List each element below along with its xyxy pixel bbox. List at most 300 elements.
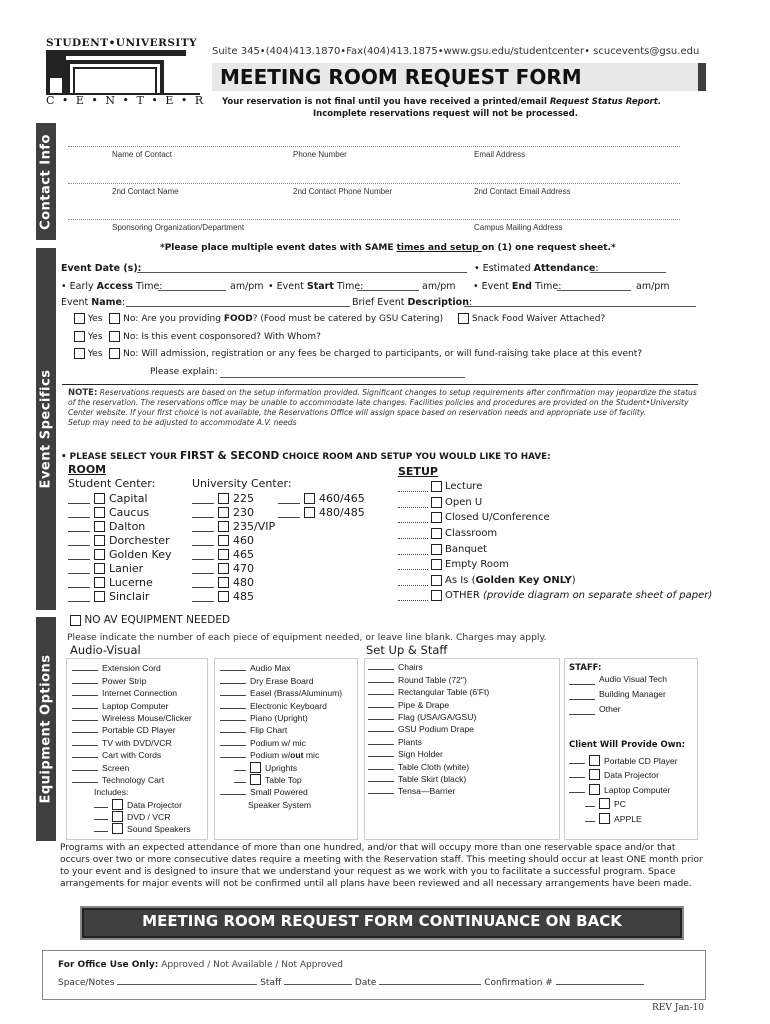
quantity-input[interactable] bbox=[220, 757, 246, 758]
setup-checkbox[interactable] bbox=[431, 544, 442, 555]
sidebar-equipment-options: Equipment Options bbox=[36, 617, 56, 841]
room-rank-input[interactable] bbox=[192, 545, 214, 546]
client-own-item bbox=[569, 780, 678, 795]
room-checkbox[interactable] bbox=[94, 535, 105, 546]
office-fields-row: Space/Notes Staff Date Confirmation # bbox=[58, 978, 644, 988]
room-rank-input[interactable] bbox=[68, 531, 90, 532]
select-room-instructions: • PLEASE SELECT YOUR FIRST & SECOND CHOICE ROOM AND SETUP YOU WOULD LIKE TO HAVE: bbox=[61, 450, 551, 462]
quantity-input[interactable] bbox=[368, 682, 394, 683]
food-yes-checkbox[interactable] bbox=[74, 313, 85, 324]
equipment-item bbox=[368, 784, 489, 796]
equipment-item bbox=[72, 797, 192, 809]
room-label: 480/485 bbox=[319, 505, 365, 519]
equipment-label-part: Audio Max bbox=[250, 663, 291, 674]
equipment-label bbox=[398, 762, 469, 772]
equipment-label bbox=[94, 787, 128, 797]
room-option-university-center bbox=[192, 561, 275, 575]
setup-checkbox[interactable] bbox=[431, 481, 442, 492]
setup-checkbox[interactable] bbox=[431, 497, 442, 508]
setup-rank-input[interactable] bbox=[398, 491, 428, 492]
room-rank-input[interactable] bbox=[68, 559, 90, 560]
equipment-label bbox=[102, 763, 129, 773]
equipment-label bbox=[265, 775, 302, 785]
equipment-checkbox[interactable] bbox=[589, 755, 600, 766]
equipment-item bbox=[72, 748, 192, 760]
equipment-label-part: Includes: bbox=[94, 787, 129, 798]
attendance-label: • Estimated Attendance: bbox=[474, 263, 599, 274]
setup-rank-input[interactable] bbox=[398, 507, 428, 508]
room-option-student-center bbox=[68, 533, 171, 547]
setup-label-part: OTHER bbox=[445, 590, 483, 602]
equipment-label bbox=[250, 701, 327, 711]
setup-label-part: (provide diagram on separate sheet of paper) bbox=[482, 590, 713, 602]
university-center-combo-list bbox=[278, 491, 365, 519]
equipment-item bbox=[72, 686, 192, 698]
room-heading: ROOM bbox=[68, 463, 107, 476]
room-rank-input[interactable] bbox=[68, 587, 90, 588]
room-checkbox[interactable] bbox=[218, 521, 229, 532]
quantity-input[interactable] bbox=[585, 821, 595, 822]
room-checkbox[interactable] bbox=[304, 493, 315, 504]
equipment-label-part: Easel (Brass/Aluminum) bbox=[250, 688, 343, 699]
room-option-university-center bbox=[192, 505, 275, 519]
setup-label-part: Classroom bbox=[445, 528, 498, 540]
end-ampm: am/pm bbox=[636, 281, 670, 292]
equipment-label bbox=[102, 725, 176, 735]
setup-option bbox=[398, 541, 712, 557]
equipment-label bbox=[102, 663, 161, 673]
quantity-input[interactable] bbox=[72, 683, 98, 684]
notice-line-2: Incomplete reservations request will not be processed. bbox=[313, 109, 578, 119]
setup-list bbox=[398, 479, 712, 604]
speaker-system-label bbox=[220, 797, 342, 809]
room-label: Dorchester bbox=[109, 533, 170, 547]
equipment-label bbox=[398, 774, 466, 784]
setup-label-part: Open U bbox=[445, 496, 483, 508]
explain-input[interactable] bbox=[220, 377, 465, 378]
equipment-label-part: Uprights bbox=[265, 762, 297, 773]
equipment-label-part: APPLE bbox=[614, 813, 642, 824]
start-time-input[interactable] bbox=[357, 290, 419, 291]
staff-item bbox=[569, 672, 667, 687]
equipment-label bbox=[250, 750, 319, 760]
equipment-label-part: Sound Speakers bbox=[127, 824, 191, 835]
setup-label bbox=[445, 528, 497, 539]
quantity-input[interactable] bbox=[220, 720, 246, 721]
room-label: 235/VIP bbox=[233, 519, 276, 533]
setup-option bbox=[398, 495, 712, 511]
room-rank-input[interactable] bbox=[68, 545, 90, 546]
room-checkbox[interactable] bbox=[218, 507, 229, 518]
equipment-label bbox=[398, 786, 455, 796]
setup-rank-input[interactable] bbox=[398, 538, 428, 539]
room-rank-input[interactable] bbox=[192, 587, 214, 588]
equipment-label-part: GSU Podium Drape bbox=[398, 724, 474, 735]
equipment-label bbox=[398, 712, 476, 722]
equipment-item bbox=[220, 673, 342, 685]
room-checkbox[interactable] bbox=[94, 507, 105, 518]
equipment-item bbox=[72, 723, 192, 735]
quantity-input[interactable] bbox=[220, 695, 246, 696]
label-campus-mailing: Campus Mailing Address bbox=[474, 223, 563, 232]
room-checkbox[interactable] bbox=[218, 563, 229, 574]
setup-label-part: As Is ( bbox=[445, 574, 476, 586]
equipment-label-part: Speaker System bbox=[248, 799, 312, 810]
quantity-input[interactable] bbox=[72, 708, 98, 709]
equipment-label bbox=[398, 749, 443, 759]
equipment-item bbox=[368, 685, 489, 697]
equipment-label bbox=[250, 713, 308, 723]
setup-staff-heading: Set Up & Staff bbox=[366, 643, 448, 657]
equipment-label-part: Cart with Cords bbox=[102, 750, 162, 761]
quantity-input[interactable] bbox=[72, 695, 98, 696]
equipment-label-part: Extension Cord bbox=[102, 663, 161, 674]
equipment-label bbox=[102, 713, 192, 723]
room-rank-input[interactable] bbox=[192, 601, 214, 602]
equipment-item bbox=[368, 672, 489, 684]
event-date-row: Event Date (s): bbox=[61, 263, 142, 274]
quantity-input[interactable] bbox=[220, 683, 246, 684]
av-column-2 bbox=[220, 661, 342, 810]
equipment-label bbox=[102, 750, 161, 760]
early-access-input[interactable] bbox=[158, 290, 226, 291]
notice-line-1: Your reservation is not final until you have received a printed/email Request Status Report. bbox=[222, 97, 662, 107]
start-ampm: am/pm bbox=[422, 281, 456, 292]
room-checkbox[interactable] bbox=[218, 577, 229, 588]
programs-paragraph: Programs with an expected attendance of more than one hundred, and/or that will occupy more than one reservable space and/or that occurs over two or more consecutive dates require a meeting with the Reservation staff. This meeting should occur at least ONE month prior to your event and is designed to insure that we understand your request as we work with you to facilitate a successful program. Space arrangements for major events will not be confirmed until all plans have been reviewed and all necessary arrangements have been made. bbox=[60, 843, 703, 889]
equipment-item bbox=[368, 660, 489, 672]
quantity-input[interactable] bbox=[72, 732, 98, 733]
contact-line-3 bbox=[68, 219, 680, 220]
quantity-input[interactable] bbox=[220, 794, 246, 795]
equipment-item bbox=[220, 773, 342, 785]
room-checkbox[interactable] bbox=[94, 549, 105, 560]
equipment-label bbox=[265, 763, 297, 773]
equipment-label-part: Portable CD Player bbox=[102, 725, 176, 736]
equipment-item bbox=[72, 735, 192, 747]
equipment-label-part: Chairs bbox=[398, 662, 423, 673]
quantity-input[interactable] bbox=[220, 670, 246, 671]
equipment-label bbox=[398, 700, 449, 710]
equipment-label-part: Sign Holder bbox=[398, 749, 443, 760]
room-label: 485 bbox=[233, 589, 254, 603]
quantity-input[interactable] bbox=[368, 756, 394, 757]
equipment-checkbox[interactable] bbox=[599, 813, 610, 824]
equipment-item bbox=[72, 698, 192, 710]
equipment-checkbox[interactable] bbox=[589, 784, 600, 795]
equipment-instructions: Please indicate the number of each piece of equipment needed, or leave line blank. Charges may apply. bbox=[67, 632, 547, 643]
equipment-checkbox[interactable] bbox=[112, 811, 123, 822]
event-description-input[interactable] bbox=[464, 306, 696, 307]
event-description-label: Brief Event Description: bbox=[352, 297, 473, 308]
equipment-label-part: Power Strip bbox=[102, 675, 147, 686]
staff-item bbox=[569, 687, 667, 702]
equipment-label-part: Screen bbox=[102, 762, 130, 773]
setup-option bbox=[398, 557, 712, 573]
contact-line: Suite 345•(404)413.1870•Fax(404)413.1875•www.gsu.edu/studentcenter• scucevents@gsu.edu bbox=[212, 46, 700, 57]
room-checkbox[interactable] bbox=[94, 521, 105, 532]
equipment-label bbox=[250, 663, 291, 673]
room-label: 465 bbox=[233, 547, 254, 561]
quantity-input[interactable] bbox=[72, 670, 98, 671]
quantity-input[interactable] bbox=[368, 719, 394, 720]
room-option-university-center bbox=[192, 491, 275, 505]
equipment-item bbox=[368, 722, 489, 734]
equipment-label-part: TV with DVD/VCR bbox=[102, 737, 172, 748]
quantity-input[interactable] bbox=[72, 782, 98, 783]
quantity-input[interactable] bbox=[368, 769, 394, 770]
equipment-label bbox=[398, 662, 423, 672]
quantity-input[interactable] bbox=[569, 684, 595, 685]
snack-waiver-checkbox[interactable] bbox=[458, 313, 469, 324]
room-checkbox[interactable] bbox=[94, 591, 105, 602]
setup-checkbox[interactable] bbox=[431, 512, 442, 523]
room-checkbox[interactable] bbox=[94, 577, 105, 588]
label-2nd-contact-email: 2nd Contact Email Address bbox=[474, 187, 571, 196]
equipment-label bbox=[398, 687, 489, 697]
quantity-input[interactable] bbox=[220, 708, 246, 709]
setup-label-part: Golden Key ONLY bbox=[475, 574, 572, 586]
equipment-label bbox=[614, 799, 626, 809]
client-own-subitem bbox=[569, 795, 678, 810]
equipment-label-part: Table Top bbox=[265, 774, 302, 785]
room-option-combined bbox=[278, 491, 365, 505]
equipment-item bbox=[368, 747, 489, 759]
quantity-input[interactable] bbox=[368, 707, 394, 708]
equipment-checkbox[interactable] bbox=[599, 798, 610, 809]
quantity-input[interactable] bbox=[72, 745, 98, 746]
setup-checkbox[interactable] bbox=[431, 559, 442, 570]
room-label: 225 bbox=[233, 491, 254, 505]
equipment-item bbox=[72, 673, 192, 685]
note-text: NOTE: Reservations requests are based on the setup information provided. Significant changes to setup requirements after confirmation may jeopardize the status of the reservation. The reservations office may be unable to accommodate late changes. Facilities policies and procedures are provided on the Student•University Center website. If your first choice is not available, the Reservations Office will assign space based on reservation needs and appropriate use of facility. Setup may need to be adjusted to accommodate A.V. needs bbox=[68, 388, 697, 427]
event-name-input[interactable] bbox=[126, 306, 350, 307]
admission-no-checkbox[interactable] bbox=[109, 348, 120, 359]
room-rank-input[interactable] bbox=[68, 503, 90, 504]
room-label: Capital bbox=[109, 491, 148, 505]
equipment-label-part: Internet Connection bbox=[102, 688, 178, 699]
equipment-item bbox=[220, 735, 342, 747]
equipment-label bbox=[102, 701, 168, 711]
quantity-input[interactable] bbox=[234, 782, 246, 783]
quantity-input[interactable] bbox=[368, 781, 394, 782]
cosponsor-no-checkbox[interactable] bbox=[109, 331, 120, 342]
student-center-heading: Student Center: bbox=[68, 477, 156, 490]
quantity-input[interactable] bbox=[569, 699, 595, 700]
room-checkbox[interactable] bbox=[218, 591, 229, 602]
equipment-item bbox=[72, 822, 192, 834]
equipment-label bbox=[599, 702, 621, 717]
setup-rank-input[interactable] bbox=[398, 569, 428, 570]
room-label: 230 bbox=[233, 505, 254, 519]
equipment-label-part: Podium w/ bbox=[250, 750, 291, 761]
equipment-label-part: Data Projector bbox=[127, 799, 182, 810]
sidebar-event-specifics: Event Specifics bbox=[36, 248, 56, 610]
room-rank-input[interactable] bbox=[192, 559, 214, 560]
no-av-checkbox[interactable] bbox=[70, 615, 81, 626]
equipment-checkbox[interactable] bbox=[112, 823, 123, 834]
admission-question-row: Yes No: Will admission, registration or any fees be charged to participants, or will fund-raising take place at this event? bbox=[74, 348, 642, 359]
quantity-input[interactable] bbox=[569, 777, 585, 778]
setup-label bbox=[445, 590, 712, 601]
equipment-label-part: Tensa—Barrier bbox=[398, 786, 456, 797]
quantity-input[interactable] bbox=[220, 745, 246, 746]
room-option-student-center bbox=[68, 589, 171, 603]
equipment-label-part: Flag (USA/GA/GSU) bbox=[398, 711, 477, 722]
quantity-input[interactable] bbox=[368, 793, 394, 794]
room-label: Lanier bbox=[109, 561, 144, 575]
setup-label-part: Banquet bbox=[445, 543, 488, 555]
equipment-item bbox=[368, 710, 489, 722]
sidebar-contact-info: Contact Info bbox=[36, 123, 56, 240]
equipment-item bbox=[368, 697, 489, 709]
equipment-item bbox=[72, 810, 192, 822]
setup-label-part: Closed U/Conference bbox=[445, 512, 550, 524]
includes-label bbox=[72, 785, 192, 797]
equipment-item bbox=[72, 760, 192, 772]
room-label: 460 bbox=[233, 533, 254, 547]
room-option-student-center bbox=[68, 491, 171, 505]
room-checkbox[interactable] bbox=[94, 493, 105, 504]
setup-label bbox=[445, 481, 482, 492]
room-rank-input[interactable] bbox=[68, 573, 90, 574]
quantity-input[interactable] bbox=[569, 763, 585, 764]
equipment-item bbox=[72, 711, 192, 723]
equipment-label-part: Technology Cart bbox=[102, 774, 165, 785]
end-time-input[interactable] bbox=[557, 290, 631, 291]
equipment-label bbox=[250, 688, 342, 698]
setup-checkbox[interactable] bbox=[431, 528, 442, 539]
equipment-label-part: out bbox=[290, 750, 304, 761]
room-checkbox[interactable] bbox=[218, 535, 229, 546]
client-own-item bbox=[569, 751, 678, 766]
quantity-input[interactable] bbox=[72, 757, 98, 758]
setup-checkbox[interactable] bbox=[431, 590, 442, 601]
equipment-label-part: Flip Chart bbox=[250, 725, 288, 736]
setup-rank-input[interactable] bbox=[398, 600, 428, 601]
room-option-university-center bbox=[192, 533, 275, 547]
equipment-checkbox[interactable] bbox=[250, 762, 261, 773]
page-title: MEETING ROOM REQUEST FORM bbox=[220, 65, 582, 89]
equipment-label-part: Laptop Computer bbox=[604, 784, 671, 795]
room-rank-input[interactable] bbox=[68, 601, 90, 602]
room-rank-input[interactable] bbox=[192, 531, 214, 532]
equipment-checkbox[interactable] bbox=[589, 769, 600, 780]
label-2nd-contact-name: 2nd Contact Name bbox=[112, 187, 179, 196]
room-checkbox[interactable] bbox=[304, 507, 315, 518]
office-use-box bbox=[42, 950, 706, 1000]
equipment-label bbox=[250, 787, 308, 797]
equipment-label bbox=[398, 724, 474, 734]
quantity-input[interactable] bbox=[368, 669, 394, 670]
label-email-address: Email Address bbox=[474, 150, 526, 159]
equipment-label-part: Round Table (72") bbox=[398, 674, 467, 685]
equipment-label bbox=[102, 676, 146, 686]
setup-rank-input[interactable] bbox=[398, 522, 428, 523]
quantity-input[interactable] bbox=[72, 770, 98, 771]
quantity-input[interactable] bbox=[220, 732, 246, 733]
explain-label: Please explain: bbox=[150, 367, 218, 377]
room-rank-input[interactable] bbox=[278, 517, 300, 518]
equipment-label-part: Audio Visual Tech bbox=[599, 674, 668, 684]
equipment-label bbox=[604, 785, 670, 795]
quantity-input[interactable] bbox=[94, 819, 108, 820]
event-date-input[interactable] bbox=[137, 272, 467, 273]
setup-checkbox[interactable] bbox=[431, 575, 442, 586]
cosponsor-yes-checkbox[interactable] bbox=[74, 331, 85, 342]
equipment-item bbox=[368, 734, 489, 746]
equipment-label bbox=[127, 800, 182, 810]
room-rank-input[interactable] bbox=[192, 573, 214, 574]
equipment-label bbox=[599, 687, 666, 702]
equipment-label-part: Piano (Upright) bbox=[250, 712, 308, 723]
room-label: 480 bbox=[233, 575, 254, 589]
setup-label bbox=[445, 575, 576, 586]
admission-yes-checkbox[interactable] bbox=[74, 348, 85, 359]
equipment-label bbox=[599, 672, 667, 687]
client-own-item bbox=[569, 766, 678, 781]
room-rank-input[interactable] bbox=[68, 517, 90, 518]
setup-rank-input[interactable] bbox=[398, 585, 428, 586]
quantity-input[interactable] bbox=[94, 807, 108, 808]
room-rank-input[interactable] bbox=[192, 503, 214, 504]
room-rank-input[interactable] bbox=[192, 517, 214, 518]
staff-heading: STAFF: bbox=[569, 663, 602, 673]
room-rank-input[interactable] bbox=[278, 503, 300, 504]
equipment-item bbox=[72, 661, 192, 673]
snack-waiver-row: Snack Food Waiver Attached? bbox=[458, 313, 605, 324]
equipment-item bbox=[220, 785, 342, 797]
attendance-input[interactable] bbox=[590, 272, 666, 273]
room-checkbox[interactable] bbox=[218, 549, 229, 560]
quantity-input[interactable] bbox=[585, 806, 595, 807]
logo-bottom-text: C • E • N • T • E • R bbox=[46, 94, 206, 107]
start-time-label: • Event Start Time: bbox=[268, 281, 364, 292]
equipment-label-part: Pipe & Drape bbox=[398, 699, 450, 710]
room-label: Caucus bbox=[109, 505, 150, 519]
quantity-input[interactable] bbox=[368, 744, 394, 745]
contact-line-1 bbox=[68, 146, 680, 147]
food-no-checkbox[interactable] bbox=[109, 313, 120, 324]
quantity-input[interactable] bbox=[368, 731, 394, 732]
equipment-item bbox=[220, 711, 342, 723]
equipment-label-part: Portable CD Player bbox=[604, 755, 678, 766]
quantity-input[interactable] bbox=[368, 694, 394, 695]
equipment-checkbox[interactable] bbox=[112, 799, 123, 810]
quantity-input[interactable] bbox=[94, 831, 108, 832]
event-name-label: Event Name: bbox=[61, 297, 126, 308]
food-question-row: Yes No: Are you providing FOOD? (Food must be catered by GSU Catering) bbox=[74, 313, 443, 324]
quantity-input[interactable] bbox=[72, 720, 98, 721]
equipment-label-part: Data Projector bbox=[604, 770, 659, 780]
setup-rank-input[interactable] bbox=[398, 554, 428, 555]
client-provide-heading: Client Will Provide Own: bbox=[569, 740, 686, 750]
quantity-input[interactable] bbox=[234, 770, 246, 771]
room-label: Sinclair bbox=[109, 589, 150, 603]
setup-label bbox=[445, 497, 482, 508]
setup-label-part: Lecture bbox=[445, 481, 483, 493]
equipment-label bbox=[102, 775, 164, 785]
quantity-input[interactable] bbox=[569, 714, 595, 715]
room-checkbox[interactable] bbox=[94, 563, 105, 574]
equipment-item bbox=[220, 760, 342, 772]
room-checkbox[interactable] bbox=[218, 493, 229, 504]
equipment-checkbox[interactable] bbox=[250, 774, 261, 785]
client-own-subitem bbox=[569, 809, 678, 824]
quantity-input[interactable] bbox=[569, 792, 585, 793]
setup-option bbox=[398, 588, 712, 604]
room-option-student-center bbox=[68, 505, 171, 519]
